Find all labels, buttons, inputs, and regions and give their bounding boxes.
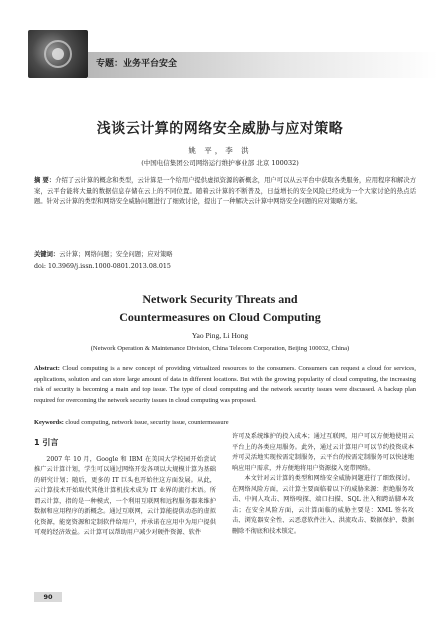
title-chinese: 浅谈云计算的网络安全威胁与应对策略 [96, 121, 344, 137]
keywords-chinese-text: 云计算；网络问题；安全问题；应对策略 [59, 251, 173, 258]
page-number: 90 [34, 592, 62, 602]
intro-paragraph-1-continued: 许可及系统维护的投入成本；通过互联网，用户可以方便地使用云平台上的各类应用服务。此外，通过云计算用户可以节约投资成本并可灵活地实现按需定制服务，云平台的按需定制服务可以快速地响应用户需求，并方便地将用户资源接入宽带网络。 [232, 433, 414, 472]
section-heading-intro: 1 引言 [34, 438, 59, 447]
abstract-chinese-label: 摘 要： [34, 177, 56, 184]
topic-label: 专题：业务平台安全 [96, 59, 178, 69]
affiliation-english: (Network Operation & Maintenance Division, China Telecom Corporation, Beijing 100032, China) [90, 345, 350, 352]
title-english-line-1: Network Security Threats and [142, 292, 298, 306]
keywords-chinese [34, 250, 416, 260]
abstract-english-text: Cloud computing is a new concept of providing virtualized resources to the consumers. Consumers can request a cloud for services, applications, solution and can store large amount of data in different locations. But with the growing popularity of cloud computing, the increasing risk of security is becoming a main and top issue. The type of cloud computing and the network security issues were discussed. A backup plan required for overcoming the network security issues in cloud computing was proposed. [34, 365, 416, 404]
intro-paragraph-2: 本文针对云计算的类型和网络安全威胁问题进行了细致探讨。在网络风险方面，云计算主要面临着以下的威胁来源：拒绝服务攻击、中间人攻击、网络嗅探、端口扫描、SQL 注入和跨站脚本攻击；在安全风险方面，云计算面临的威胁主要是：XML 签名攻击、浏览器安全性、云恶意软件注入、洪流攻击、数据保护、数据删除不彻底和技术锁定。 [232, 475, 414, 535]
header-banner-image [28, 30, 88, 78]
cloud-glow-graphic [52, 48, 64, 60]
abstract-chinese [34, 176, 416, 208]
keywords-english-text: cloud computing, network issue, security issue, countermeasure [63, 419, 229, 426]
abstract-english [34, 364, 416, 406]
abstract-english-label: Abstract: [34, 365, 60, 372]
title-english [0, 290, 440, 326]
intro-paragraph-1: 2007 年 10 月，Google 和 IBM 在美国大学校园开始尝试推广云计算计划，学生可以通过网络开发各项以大规模计算为基础的研究计划；随后，更多的 IT 巨头也开始往这方面发展。从此，云计算技术开始取代其他计算机技术成为 IT 业界的流行术语。所谓云计算，指的是一种模式，一个利用互联网和远程服务器来维护数据和应用程序的新概念。通过互联网，云计算能提供动态的虚拟化资源，能宽资源和定制软件给用户，并承诺在应用中为用户提供可观的经济效益。云计算可以帮助用户减少对硬件资源、软件 [34, 455, 216, 537]
affiliation-chinese: (中国电信集团公司网络运行维护事业部 北京 100032) [141, 159, 299, 167]
doi: doi: 10.3969/j.issn.1000-0801.2013.08.015 [34, 263, 171, 270]
authors-chinese: 姚 平，李 洪 [188, 146, 252, 155]
keywords-chinese-label: 关键词： [34, 251, 60, 258]
keywords-english-label: Keywords: [34, 419, 64, 426]
body-column-left [34, 432, 216, 539]
title-english-line-2: Countermeasures on Cloud Computing [119, 310, 321, 324]
abstract-chinese-text: 介绍了云计算的概念和类型，云计算是一个给用户提供虚拟资源的新概念，用户可以从云平台中获取各类服务，应用程序和解决方案，云平台能将大量的数据信息存储在云上的不同位置。随着云计算的不断普及，日益增长的安全风险已经成为一个大家讨论的热点话题。针对云计算的类型和网络安全威胁问题进行了细致讨论，提出了一种解决云计算中网络安全问题的应对策略方案。 [34, 177, 416, 205]
body-column-right [232, 432, 414, 537]
authors-english: Yao Ping, Li Hong [191, 331, 249, 340]
keywords-english [34, 418, 416, 428]
